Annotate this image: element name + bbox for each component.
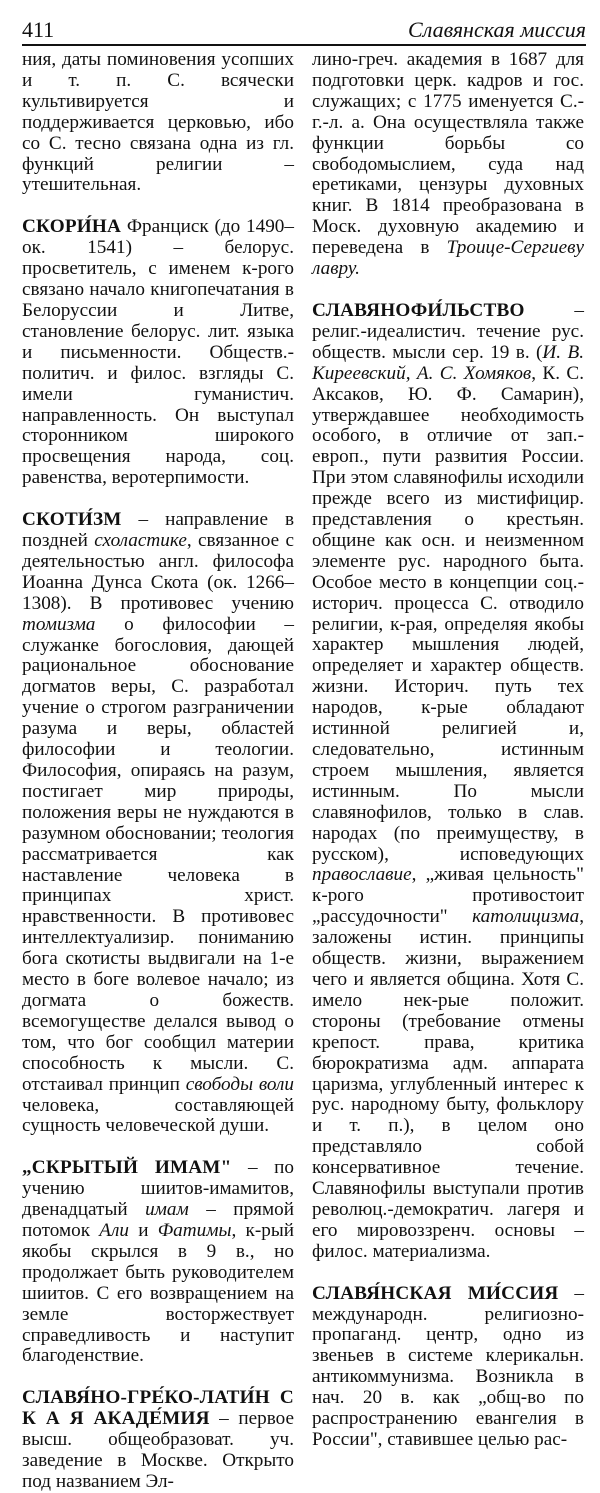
entry-hidden-imam: „СКРЫТЫЙ ИМАМ" – по учению шиитов-имамитов, двенадцатый имам – прямой потомок Али и Фатимы, к-рый якобы скрылся в 9 в., но продолжает быть руководителем шиитов. С его возвращением на земле восторжествует справедливость и наступит благоденствие. (22, 1157, 294, 1367)
entry-headword: СЛАВЯНОФИ́ЛЬСТВО (312, 299, 525, 321)
right-column (312, 50, 584, 1451)
cross-reference: Троице-Сергиеву лавру. (312, 237, 584, 280)
entry-headword: „СКРЫТЫЙ ИМАМ" (22, 1157, 232, 1179)
cross-reference: Фатимы (157, 1220, 232, 1242)
entry-headword: СКОРИ́НА (22, 216, 122, 238)
entry-academy: СЛАВЯ́НО-ГРЕ́КО-ЛАТИ́Н С К А Я АКАДЕ́МИЯ – первое высш. общеобразоват. уч. заведение в Москве. Открыто под названием Эл- (22, 1387, 294, 1492)
page-header (22, 18, 586, 46)
cross-reference: православие (312, 864, 412, 886)
entry-skotizm: СКОТИ́ЗМ – направление в поздней схоластике, связанное с деятельностью англ. философа Иоанна Дунса Скота (ок. 1266–1308). В противовес учению томизма о философии – служанке богословия, дающей рациональное обоснование догматов веры, С. разработал учение о строгом разграничении разума и веры, областей философии и теологии. Философия, опираясь на разум, постигает мир природы, положения веры не нуждаются в разумном обосновании; теология рассматривается как наставление человека в принципах христ. нравственности. В противовес интеллектуализир. пониманию бога скотисты выдвигали на 1-е место в боге волевое начало; из догмата о божеств. всемогуществе делался вывод о том, что бог сообщил материи способность к мысли. С. отстаивал принцип свободы воли человека, составляющей сущность человеческой души. (22, 509, 294, 1137)
entry-headword: СКОТИ́ЗМ (22, 509, 122, 531)
entry-academy-continuation: лино-греч. академия в 1687 для подготовки церк. кадров и гос. служащих; с 1775 именуется С.-г.-л. а. Она осуществляла также функции борьбы со свободомыслием, суда над еретиками, цензуры духовных книг. В 1814 преобразована в Моск. духовную академию и переведена в Троице-Сергиеву лавру. (312, 49, 584, 280)
entry-continuation: ния, даты поминовения усопших и т. п. С. всячески культивируется и поддерживается церковью, ибо со С. тесно связана одна из гл. функций религии – утешительная. (22, 49, 294, 196)
entry-headword: СЛАВЯ́НСКАЯ МИ́ССИЯ (312, 1282, 559, 1304)
cross-reference: томизма (22, 613, 96, 635)
cross-reference: свободы воли (185, 1073, 294, 1095)
cross-reference: имам (145, 1199, 189, 1221)
cross-reference: И. В. Киреевский, А. С. Хомяков (312, 341, 585, 384)
cross-reference: схоластике (94, 530, 187, 552)
page-number: 411 (22, 17, 55, 42)
cross-reference: католицизма (472, 906, 580, 928)
entry-slavic-mission: СЛАВЯ́НСКАЯ МИ́ССИЯ – международн. религиозно-пропаганд. центр, одно из звеньев в системе клерикальн. антикоммунизма. Возникла в нач. 20 в. как „общ-во по распространению евангелия в России", ставившее целью рас- (312, 1282, 584, 1450)
cross-reference: Али (99, 1220, 129, 1242)
left-column (22, 50, 294, 1493)
running-title: Славянская миссия (408, 17, 586, 42)
entry-slavophilism: СЛАВЯНОФИ́ЛЬСТВО – религ.-идеалистич. течение рус. обществ. мысли сер. 19 в. (И. В. Киреевский, А. С. Хомяков, К. С. Аксаков, Ю. Ф. Самарин), утверждавшее необходимость особого, в отличие от зап.-европ., пути развития России. При этом славянофилы исходили прежде всего из мистифицир. представления о крестьян. общине как осн. и неизменном элементе рус. народного быта. Особое место в концепции соц.-историч. процесса С. отводило религии, к-рая, определяя якобы характер мышления людей, определяет и характер обществ. жизни. Историч. путь тех народов, к-рые обладают истинной религией и, следовательно, истинным строем мышления, является истинным. По мысли славянофилов, только в слав. народах (по преимуществу, в русском), исповедующих православие, „живая цельность" к-рого противостоит „рассудочности" католицизма, заложены истин. принципы обществ. жизни, выражением чего и является община. Хотя С. имело нек-рые положит. стороны (требование отмены крепост. права, критика бюрократизма адм. аппарата царизма, углубленный интерес к рус. народному быту, фольклору и т. п.), в целом оно представляло собой консервативное течение. Славянофилы выступали против революц.-демократич. лагеря и его мировоззренч. основы – филос. материализма. (312, 299, 585, 1262)
entry-headword: СЛАВЯ́НО-ГРЕ́КО-ЛАТИ́Н С К А Я АКАДЕ́МИЯ (22, 1387, 294, 1430)
entry-skorina: СКОРИ́НА Франциск (до 1490– ок. 1541) – белорус. просветитель, с именем к-рого связано начало книгопечатания в Белоруссии и Литве, становление белорус. лит. языка и письменности. Обществ.-политич. и филос. взгляды С. имели гуманистич. направленность. Он выступал сторонником широкого просвещения народа, соц. равенства, веротерпимости. (22, 216, 294, 489)
